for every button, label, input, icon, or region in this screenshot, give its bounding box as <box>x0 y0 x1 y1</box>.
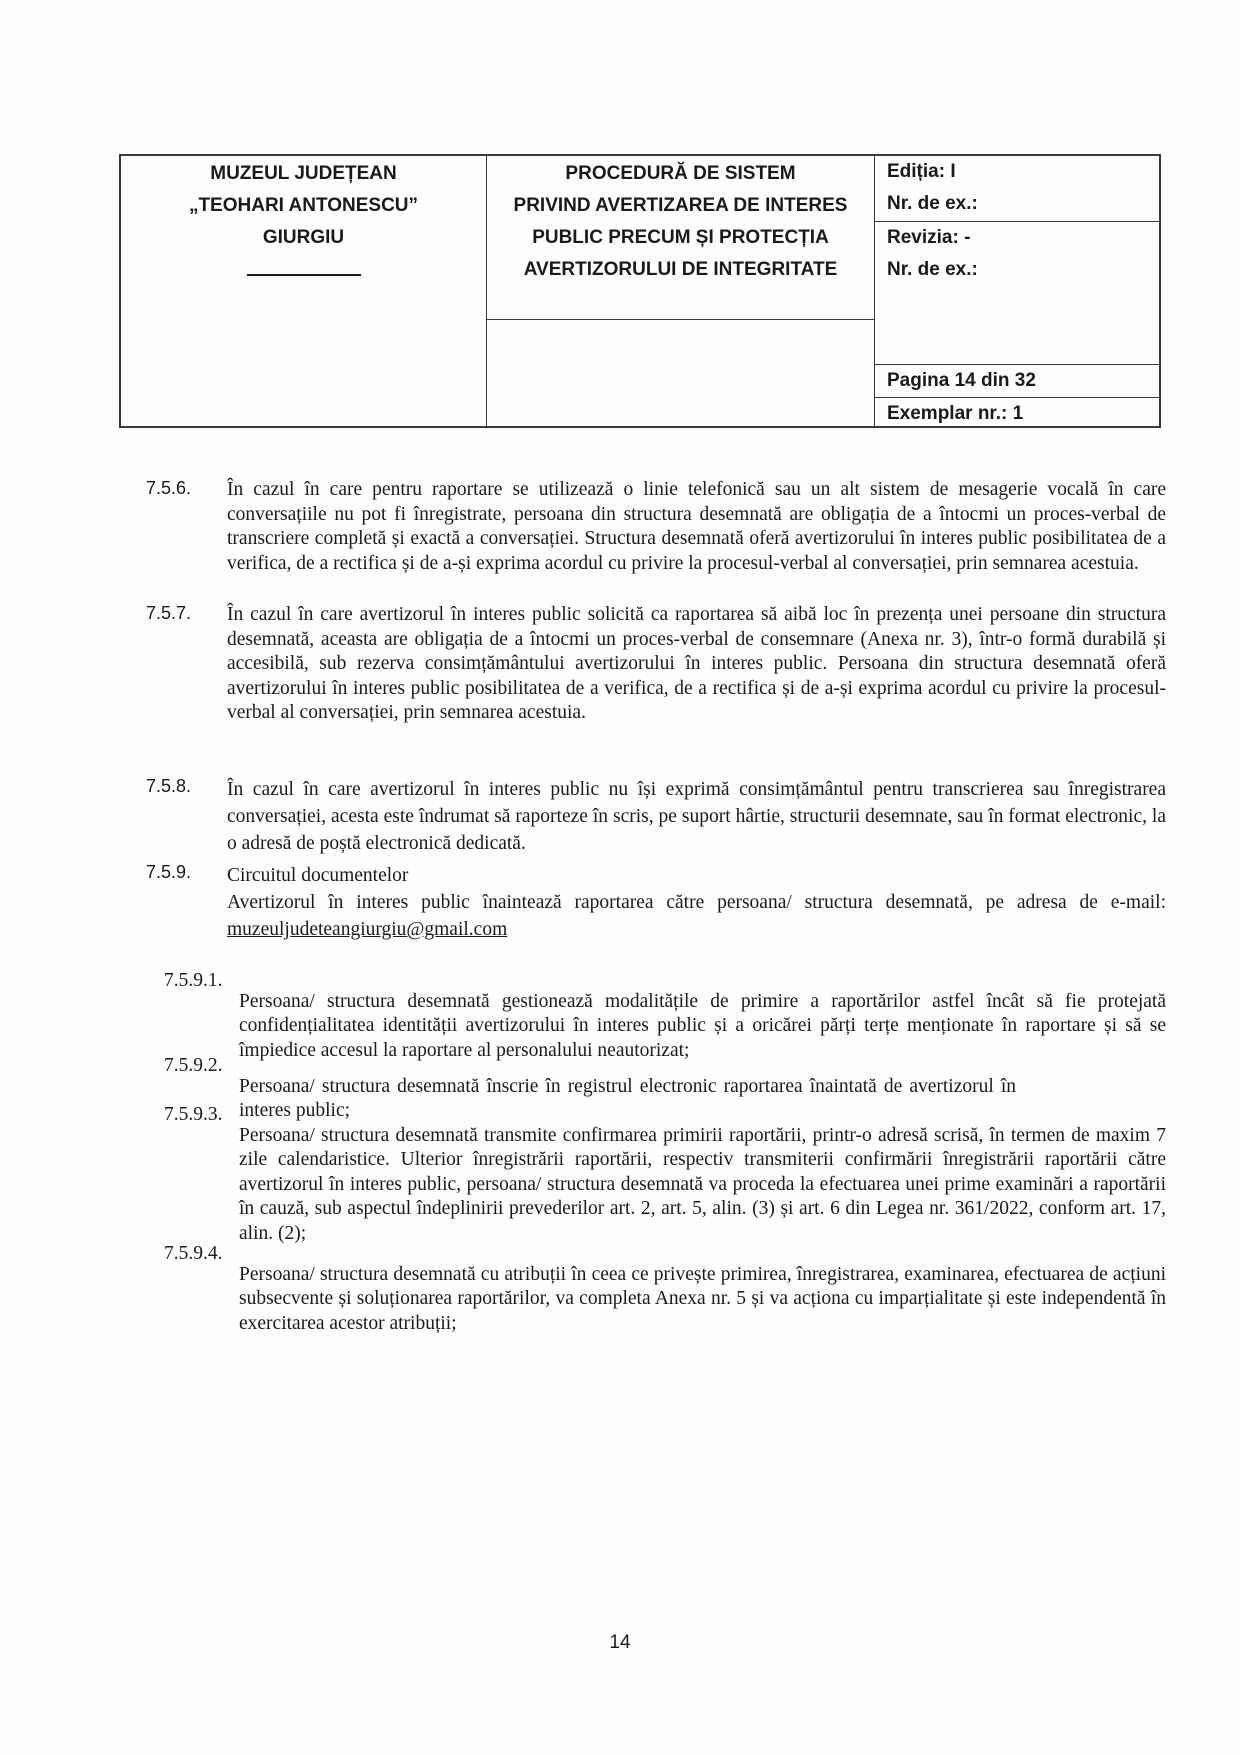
section-7-5-8 <box>146 776 1166 857</box>
section-title: Circuitul documentelor <box>227 865 409 886</box>
procedure-title-line-4: AVERTIZORULUI DE INTEGRITATE <box>523 259 838 280</box>
subsection-number: 7.5.9.3. <box>164 1104 223 1125</box>
institution-line-2: „TEOHARI ANTONESCU” <box>188 195 419 216</box>
institution-cell <box>121 156 487 426</box>
procedure-title-cell <box>487 156 875 426</box>
section-text: În cazul în care avertizorul în interes public nu își exprimă consimțământul pentru transcrierea sau înregistrarea conversației, acesta este îndrumat să raporteze în scris, pe suport hârtie, structurii desemnate, sau în format electronic, la o adresă de poștă electronică dedicată. <box>227 779 1166 854</box>
section-text <box>227 889 1166 943</box>
copy-number: Exemplar nr.: 1 <box>887 403 1024 424</box>
subsection-number: 7.5.9.2. <box>164 1055 223 1076</box>
section-number: 7.5.9. <box>146 862 192 882</box>
section-number: 7.5.8. <box>146 776 192 796</box>
procedure-title-line-1: PROCEDURĂ DE SISTEM <box>565 163 796 184</box>
edition-cell <box>875 156 1159 222</box>
revision-copies: Nr. de ex.: <box>887 259 978 280</box>
subsection-number: 7.5.9.1. <box>164 970 223 991</box>
section-text: În cazul în care avertizorul în interes public solicită ca raportarea să aibă loc în prezența unei persoane din structura desemnată, aceasta are obligația de a întocmi un proces-verbal de consemnare (Anexa nr. 3), într-o formă durabilă și accesibilă, sub rezerva consimțământului avertizorului în interes public. Persoana din structura desemnată oferă avertizorului în interes public posibilitatea de a verifica, de a rectifica și de a-și exprima acordul cu privire la procesul-verbal al conversației, prin semnarea acestuia. <box>227 604 1166 724</box>
subsection-7-5-9-3 <box>164 1104 1166 1266</box>
section-text-body: Avertizorul în interes public înaintează raportarea către persoana/ structura desemnată, pe adresa de e-mail: <box>227 892 1166 913</box>
section-7-5-7 <box>146 603 1166 726</box>
subsection-text: Persoana/ structura desemnată înscrie în registrul electronic raportarea înaintată de avertizorul în interes public; <box>239 1075 1016 1122</box>
subsection-7-5-9-4 <box>164 1243 1166 1356</box>
revision-cell <box>875 222 1159 365</box>
procedure-title-line-2: PRIVIND AVERTIZAREA DE INTERES <box>513 195 848 216</box>
cell-divider <box>487 319 874 320</box>
institution-line-3: GIURGIU <box>262 227 345 248</box>
email-link[interactable]: muzeuljudeteangiurgiu@gmail.com <box>227 919 508 940</box>
section-7-5-9 <box>146 862 1166 943</box>
subsection-text: Persoana/ structura desemnată transmite confirmarea primirii raportării, printr-o adresă scrisă, în termen de maxim 7 zile calendaristice. Ulterior înregistrării raportării, respectiv transmiterii confirmării înregistrării raportării către avertizorul în interes public, persoana/ structura desemnată va proceda la efectuarea unei prime examinări a raportării în cauză, sub aspectul îndeplinirii prevederilor art. 2, art. 5, alin. (3) și art. 6 din Legea nr. 361/2022, conform art. 17, alin. (2); <box>239 1124 1166 1244</box>
revision-label: Revizia: - <box>887 227 971 248</box>
copy-number-cell <box>875 398 1159 428</box>
section-text: În cazul în care pentru raportare se utilizează o linie telefonică sau un alt sistem de mesagerie vocală în care conversațiile nu pot fi înregistrate, persoana din structura desemnată are obligația de a întocmi un proces-verbal de transcriere completă și exactă a conversației. Structura desemnată oferă avertizorului în interes public posibilitatea de a verifica, de a rectifica și de a-și exprima acordul cu privire la procesul-verbal al conversației, prin semnarea acestuia. <box>227 479 1166 574</box>
page-info: Pagina 14 din 32 <box>887 370 1036 391</box>
edition-label: Ediția: I <box>887 161 956 182</box>
signature-line <box>121 254 486 286</box>
document-meta-cell <box>875 156 1159 426</box>
subsection-text: Persoana/ structura desemnată gestionează modalitățile de primire a raportărilor astfel încât să fie protejată confidențialitatea identității avertizorului în interes public și a oricărei părți terțe menționate în raportare și să se împiedice accesul la raportare al personalului neautorizat; <box>239 990 1166 1061</box>
header-table <box>119 154 1161 428</box>
page-number: 14 <box>609 1632 631 1653</box>
section-number: 7.5.7. <box>146 603 192 623</box>
institution-line-1: MUZEUL JUDEȚEAN <box>210 163 397 184</box>
subsection-number: 7.5.9.4. <box>164 1243 223 1264</box>
edition-copies: Nr. de ex.: <box>887 193 978 214</box>
page-info-cell <box>875 365 1159 398</box>
procedure-title-line-3: PUBLIC PRECUM ȘI PROTECȚIA <box>532 227 829 248</box>
subsection-text: Persoana/ structura desemnată cu atribuții în ceea ce privește primirea, înregistrarea, examinarea, efectuarea de acțiuni subsecvente și soluționarea raportărilor, va completa Anexa nr. 5 și va acționa cu imparțialitate și este independentă în exercitarea acestor atribuții; <box>239 1263 1166 1334</box>
section-number: 7.5.6. <box>146 478 192 498</box>
section-7-5-6 <box>146 478 1166 576</box>
